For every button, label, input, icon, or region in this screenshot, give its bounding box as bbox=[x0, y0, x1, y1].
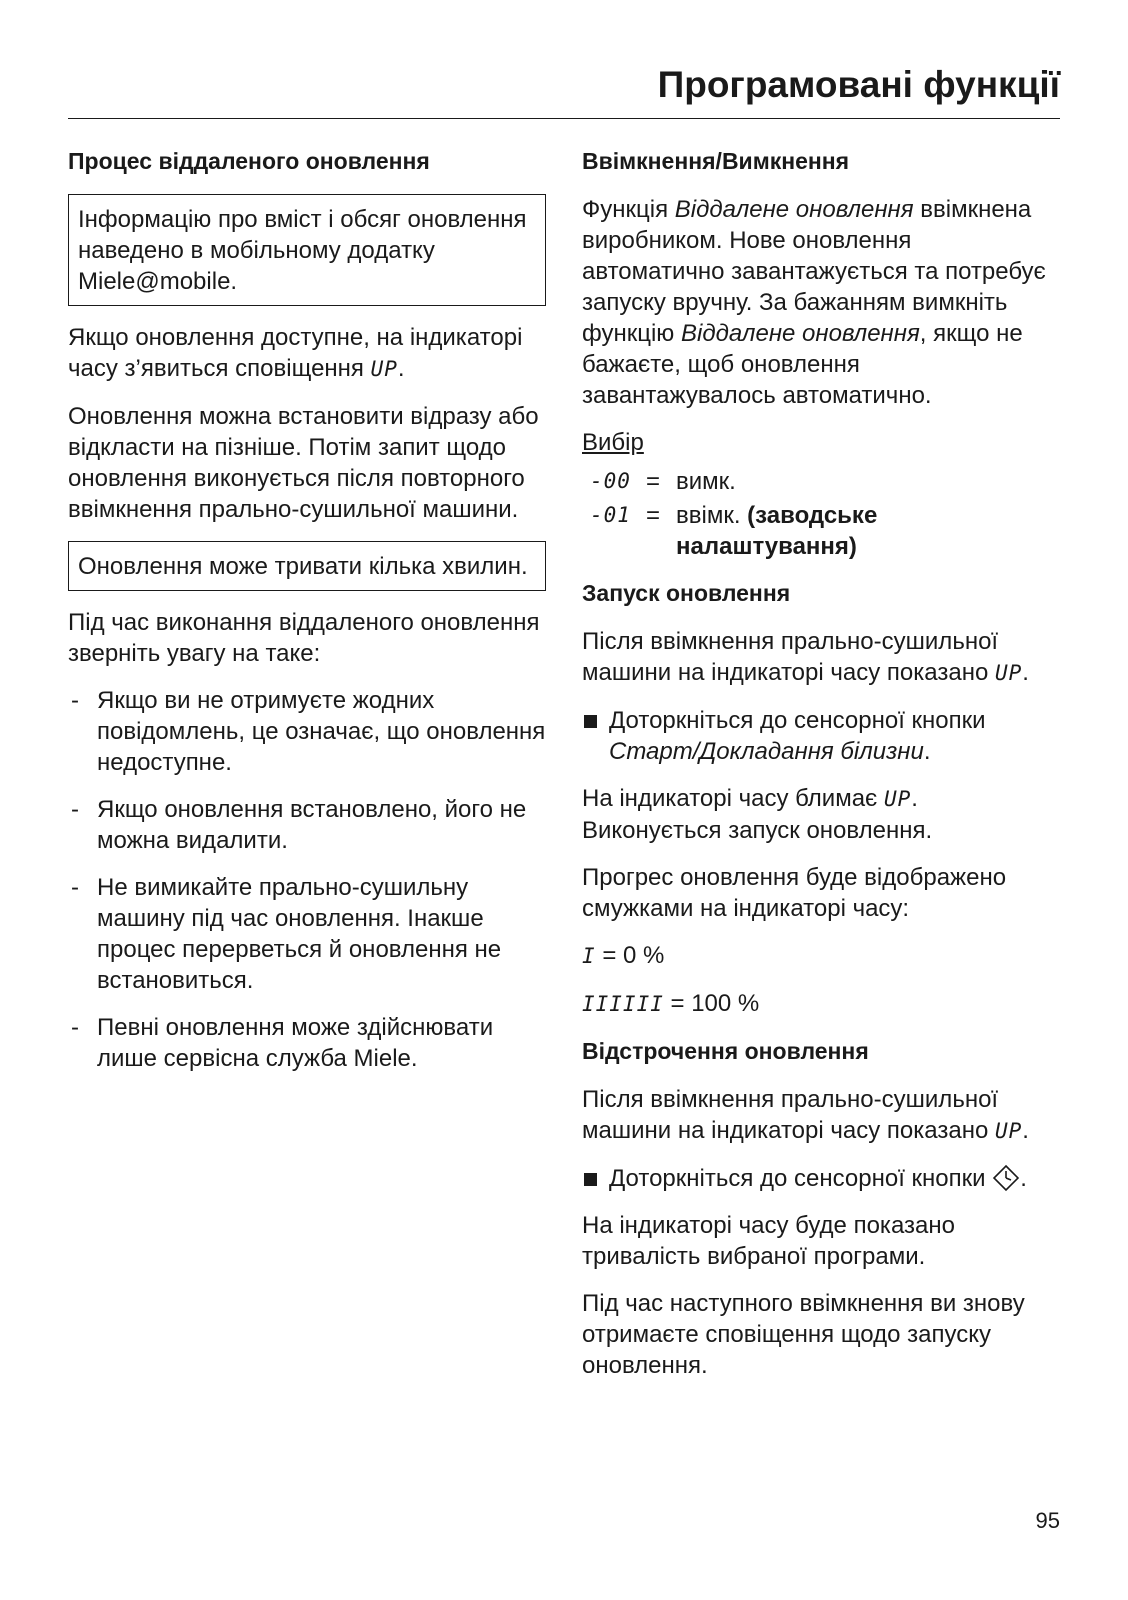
section-heading-delay-update: Відстрочення оновлення bbox=[582, 1038, 869, 1064]
left-column bbox=[68, 146, 546, 1090]
punctuation: . bbox=[923, 738, 931, 765]
action-step bbox=[582, 705, 1060, 767]
section-heading-on-off: Ввімкнення/Вимкнення bbox=[582, 148, 850, 174]
paragraph-install-now-or-later: Оновлення можна встановити відразу або відкласти на пізніше. Потім запит щодо оновлення виконується після повторного ввімкнення прально-сушильної машини. bbox=[68, 403, 539, 523]
display-code-up: UP bbox=[370, 357, 398, 381]
progress-legend-100 bbox=[582, 988, 1060, 1020]
dash-marker: - bbox=[71, 687, 79, 714]
paragraph-text: , якщо не бажаєте, щоб оновлення завантажувалось автоматично. bbox=[582, 320, 1023, 409]
paragraph-update-available bbox=[68, 322, 546, 385]
function-name: Віддалене оновлення bbox=[680, 320, 920, 347]
punctuation: . bbox=[1022, 1117, 1029, 1144]
paragraph-duration-shown: На індикаторі часу буде показано тривалість вибраної програми. bbox=[582, 1212, 955, 1270]
paragraph-text: ввімкнена виробником. Нове оновлення автоматично завантажується та потребує запуску вручну. За бажанням вимкніть функцію bbox=[582, 196, 1046, 347]
progress-value: = 100 % bbox=[663, 990, 760, 1017]
progress-value: = 0 % bbox=[595, 942, 665, 969]
option-row bbox=[582, 500, 1060, 562]
choice-label: Вибір bbox=[582, 429, 644, 456]
info-box-content: Інформацію про вміст і обсяг оновлення наведено в мобільному додатку Miele@mobile. bbox=[68, 194, 546, 306]
option-value: вимк. bbox=[676, 468, 736, 495]
button-name: Старт/Докладання білизни bbox=[609, 738, 924, 765]
option-code: -00 bbox=[590, 469, 631, 493]
list-item-text: Не вимикайте прально-сушильну машину під час оновлення. Інакше процес перерветься й оновлення не встановиться. bbox=[97, 874, 502, 994]
progress-legend-0 bbox=[582, 940, 1060, 972]
paragraph-text: . Виконується запуск оновлення. bbox=[582, 785, 933, 844]
step-text: Доторкніться до сенсорної кнопки bbox=[609, 707, 986, 734]
right-column bbox=[582, 146, 1060, 1397]
paragraph-text: На індикаторі часу блимає bbox=[582, 785, 884, 812]
paragraph-next-notification: Під час наступного ввімкнення ви знову отримаєте сповіщення щодо запуску оновлення. bbox=[582, 1290, 1025, 1379]
list-item bbox=[68, 1012, 546, 1074]
paragraph-function-description bbox=[582, 194, 1060, 411]
function-name: Віддалене оновлення bbox=[674, 196, 914, 223]
list-item-text: Якщо оновлення встановлено, його не можна видалити. bbox=[97, 796, 527, 854]
action-step bbox=[582, 1163, 1060, 1194]
paragraph-text: Після ввімкнення прально-сушильної машини на індикаторі часу показано bbox=[582, 628, 999, 686]
progress-bars: IIIIII bbox=[582, 992, 664, 1016]
paragraph-blinking bbox=[582, 783, 1060, 846]
clock-diamond-icon bbox=[992, 1164, 1020, 1192]
paragraph-delay-display bbox=[582, 1084, 1060, 1147]
option-equals: = bbox=[646, 468, 661, 495]
list-item-text: Певні оновлення може здійснювати лише сервісна служба Miele. bbox=[97, 1014, 494, 1072]
paragraph-text: Після ввімкнення прально-сушильної машини на індикаторі часу показано bbox=[582, 1086, 999, 1144]
option-text bbox=[676, 466, 1060, 497]
dash-marker: - bbox=[71, 796, 79, 823]
list-item bbox=[68, 872, 546, 996]
option-equals: = bbox=[646, 502, 661, 529]
option-value: ввімк. bbox=[676, 502, 748, 529]
option-code: -01 bbox=[590, 503, 631, 527]
info-box-duration: Оновлення може тривати кілька хвилин. bbox=[68, 541, 546, 591]
list-item bbox=[68, 794, 546, 856]
punctuation: . bbox=[1022, 659, 1029, 686]
list-item bbox=[68, 685, 546, 778]
progress-bars: I bbox=[582, 944, 596, 968]
display-code-up: UP bbox=[994, 1119, 1023, 1143]
dash-marker: - bbox=[71, 874, 79, 901]
section-heading-remote-update: Процес віддаленого оновлення bbox=[68, 148, 430, 174]
factory-default-note: (заводське налаштування) bbox=[676, 502, 878, 560]
option-text bbox=[676, 500, 1060, 562]
list-item-text: Якщо ви не отримуєте жодних повідомлень, це означає, що оновлення недоступне. bbox=[97, 687, 546, 776]
option-row bbox=[582, 466, 1060, 497]
page-title: Програмовані функції bbox=[657, 64, 1060, 105]
display-code-up: UP bbox=[994, 661, 1023, 685]
punctuation: . bbox=[1020, 1165, 1027, 1192]
step-text: Доторкніться до сенсорної кнопки bbox=[609, 1165, 993, 1192]
paragraph-text: Якщо оновлення доступне, на індикаторі часу з’явиться сповіщення bbox=[68, 324, 523, 382]
dash-marker: - bbox=[71, 1014, 79, 1041]
paragraph-progress: Прогрес оновлення буде відображено смужками на індикаторі часу: bbox=[582, 864, 1007, 922]
paragraph-start-display bbox=[582, 626, 1060, 689]
step-bullet-icon bbox=[584, 1173, 597, 1186]
section-heading-start-update: Запуск оновлення bbox=[582, 580, 791, 606]
paragraph-text: Функція bbox=[582, 196, 675, 223]
page-number: 95 bbox=[1035, 1508, 1060, 1533]
option-list bbox=[582, 466, 1060, 562]
step-bullet-icon bbox=[584, 715, 597, 728]
display-code-up: UP bbox=[883, 787, 912, 811]
paragraph-attention: Під час виконання віддаленого оновлення зверніть увагу на таке: bbox=[68, 609, 540, 667]
header-divider bbox=[68, 118, 1060, 119]
punctuation: . bbox=[397, 355, 405, 382]
notes-list bbox=[68, 685, 546, 1074]
